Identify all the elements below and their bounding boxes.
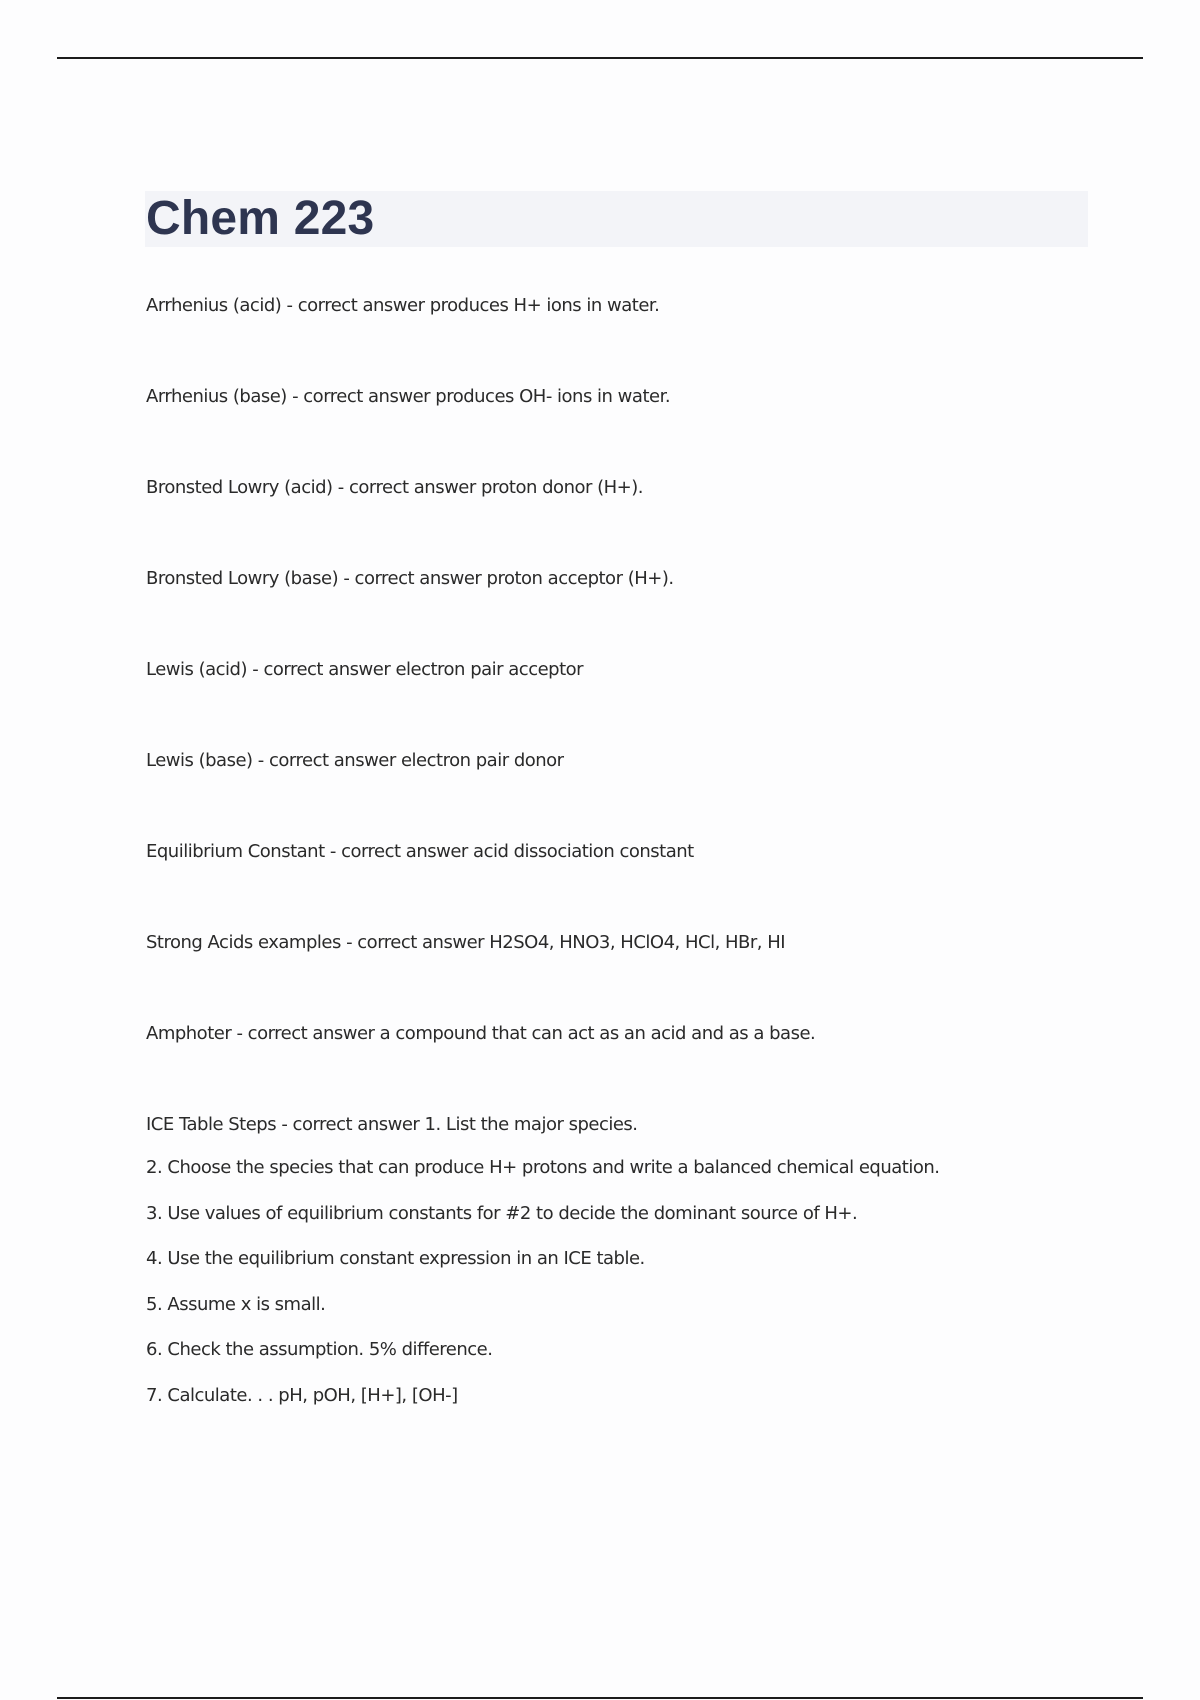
entry-answer: produces H+ ions in water. xyxy=(429,295,660,316)
entry-bronsted-lowry-base xyxy=(146,567,674,591)
entry-separator: - correct answer xyxy=(324,841,474,862)
entry-answer: acid dissociation constant xyxy=(473,841,694,862)
entry-term: Arrhenius (acid) xyxy=(146,295,282,316)
entry-term: Bronsted Lowry (acid) xyxy=(146,477,333,498)
ice-step: 7. Calculate. . . pH, pOH, [H+], [OH-] xyxy=(146,1384,458,1406)
entry-answer: proton acceptor (H+). xyxy=(486,568,674,589)
entry-bronsted-lowry-acid xyxy=(146,476,643,500)
document-title: Chem 223 xyxy=(146,192,375,245)
entry-separator: - correct answer xyxy=(332,477,481,498)
top-rule xyxy=(57,57,1143,59)
entry-separator: - correct answer xyxy=(286,386,436,407)
entry-arrhenius-acid xyxy=(146,294,659,318)
entry-separator: - correct answer xyxy=(340,932,490,953)
entry-answer: a compound that can act as an acid and as a base. xyxy=(379,1023,816,1044)
entry-term: Lewis (acid) xyxy=(146,659,248,680)
entry-answer: produces OH- ions in water. xyxy=(435,386,671,407)
entry-ice-table-steps xyxy=(146,1113,638,1137)
entry-amphoter xyxy=(146,1022,815,1046)
entry-separator: - correct answer xyxy=(231,1023,380,1044)
entry-answer: H2SO4, HNO3, HClO4, HCl, HBr, HI xyxy=(489,932,786,953)
ice-step: 2. Choose the species that can produce H+ protons and write a balanced chemical equation. xyxy=(146,1157,940,1178)
entry-term: Equilibrium Constant xyxy=(146,841,325,862)
entry-term: Arrhenius (base) xyxy=(146,386,287,407)
entry-term: Strong Acids examples xyxy=(146,932,341,953)
entry-lewis-base xyxy=(146,749,564,773)
ice-step: 6. Check the assumption. 5% difference. xyxy=(146,1339,493,1360)
entry-answer: electron pair donor xyxy=(400,750,564,771)
entry-separator: - correct answer xyxy=(281,295,430,316)
entry-separator: - correct answer xyxy=(247,659,396,680)
ice-step: 3. Use values of equilibrium constants for #2 to decide the dominant source of H+. xyxy=(146,1202,858,1224)
entry-separator: - correct answer xyxy=(338,568,487,589)
entry-strong-acids xyxy=(146,931,785,955)
entry-answer: 1. List the major species. xyxy=(424,1114,638,1135)
ice-step: 5. Assume x is small. xyxy=(146,1293,326,1315)
entry-separator: - correct answer xyxy=(276,1114,425,1135)
ice-step: 4. Use the equilibrium constant expression in an ICE table. xyxy=(146,1248,645,1269)
entry-lewis-acid xyxy=(146,658,583,682)
bottom-rule xyxy=(57,1697,1143,1699)
ice-steps-list xyxy=(146,1156,939,1429)
entry-term: Amphoter xyxy=(146,1023,232,1044)
entry-term: ICE Table Steps xyxy=(146,1114,277,1135)
entry-answer: proton donor (H+). xyxy=(480,477,643,498)
entry-separator: - correct answer xyxy=(252,750,401,771)
entry-answer: electron pair acceptor xyxy=(395,659,584,680)
entry-arrhenius-base xyxy=(146,385,670,409)
entry-term: Bronsted Lowry (base) xyxy=(146,568,339,589)
entry-equilibrium-constant xyxy=(146,840,694,864)
entry-term: Lewis (base) xyxy=(146,750,253,771)
